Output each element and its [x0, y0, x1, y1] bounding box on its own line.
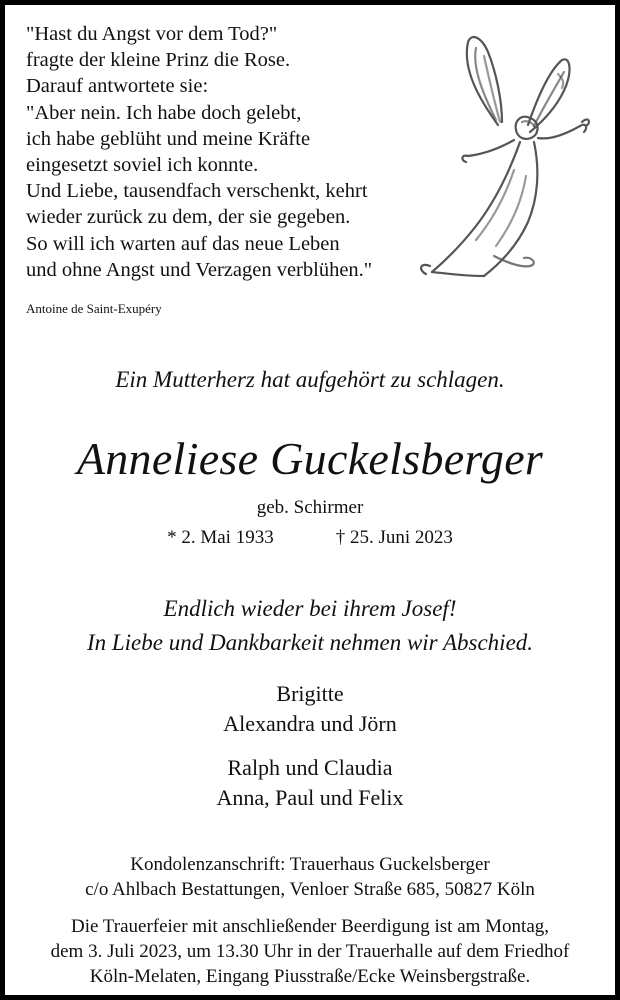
service-info: Köln-Melaten, Eingang Piusstraße/Ecke Weinsbergstraße.	[89, 966, 531, 987]
birth-date: * 2. Mai 1933	[167, 527, 274, 548]
poem-line: ich habe geblüht und meine Kräfte	[26, 127, 311, 150]
poem-line: "Aber nein. Ich habe doch gelebt,	[26, 101, 302, 124]
family-member: Alexandra und Jörn	[223, 711, 397, 736]
angel-drawing-icon	[410, 30, 595, 285]
poem-line: Darauf antwortete sie:	[26, 75, 209, 98]
poem-author: Antoine de Saint-Exupéry	[26, 301, 162, 316]
poem-line: und ohne Angst und Verzagen verblühen."	[26, 258, 373, 281]
poem-line: fragte der kleine Prinz die Rose.	[26, 49, 291, 72]
service-info: dem 3. Juli 2023, um 13.30 Uhr in der Trauerhalle auf dem Friedhof	[50, 941, 570, 962]
farewell-line: In Liebe und Dankbarkeit nehmen wir Abschied.	[86, 630, 534, 655]
poem-line: "Hast du Angst vor dem Tod?"	[26, 23, 278, 45]
poem-line: eingesetzt soviel ich konnte.	[26, 154, 259, 177]
condolence-address: Kondolenzanschrift: Trauerhaus Guckelsberger	[130, 854, 490, 875]
service-info: Die Trauerfeier mit anschließender Beerdigung ist am Montag,	[70, 916, 550, 937]
poem-line: wieder zurück zu dem, der sie gegeben.	[26, 206, 351, 229]
condolence-address: c/o Ahlbach Bestattungen, Venloer Straße 685, 50827 Köln	[85, 879, 535, 900]
death-date: † 25. Juni 2023	[335, 527, 453, 548]
deceased-name: Anneliese Guckelsberger	[76, 433, 544, 484]
poem-line: So will ich warten auf das neue Leben	[26, 232, 340, 255]
poem-quote	[26, 21, 446, 283]
life-dates	[5, 527, 615, 549]
tagline: Ein Mutterherz hat aufgehört zu schlagen.	[115, 367, 505, 392]
birth-name: geb. Schirmer	[256, 497, 364, 518]
family-member: Ralph und Claudia	[227, 755, 393, 780]
family-member: Brigitte	[276, 681, 344, 706]
farewell-line: Endlich wieder bei ihrem Josef!	[163, 596, 457, 621]
family-member: Anna, Paul und Felix	[216, 785, 404, 810]
poem-line: Und Liebe, tausendfach verschenkt, kehrt	[26, 180, 368, 203]
obituary-notice	[5, 5, 615, 995]
